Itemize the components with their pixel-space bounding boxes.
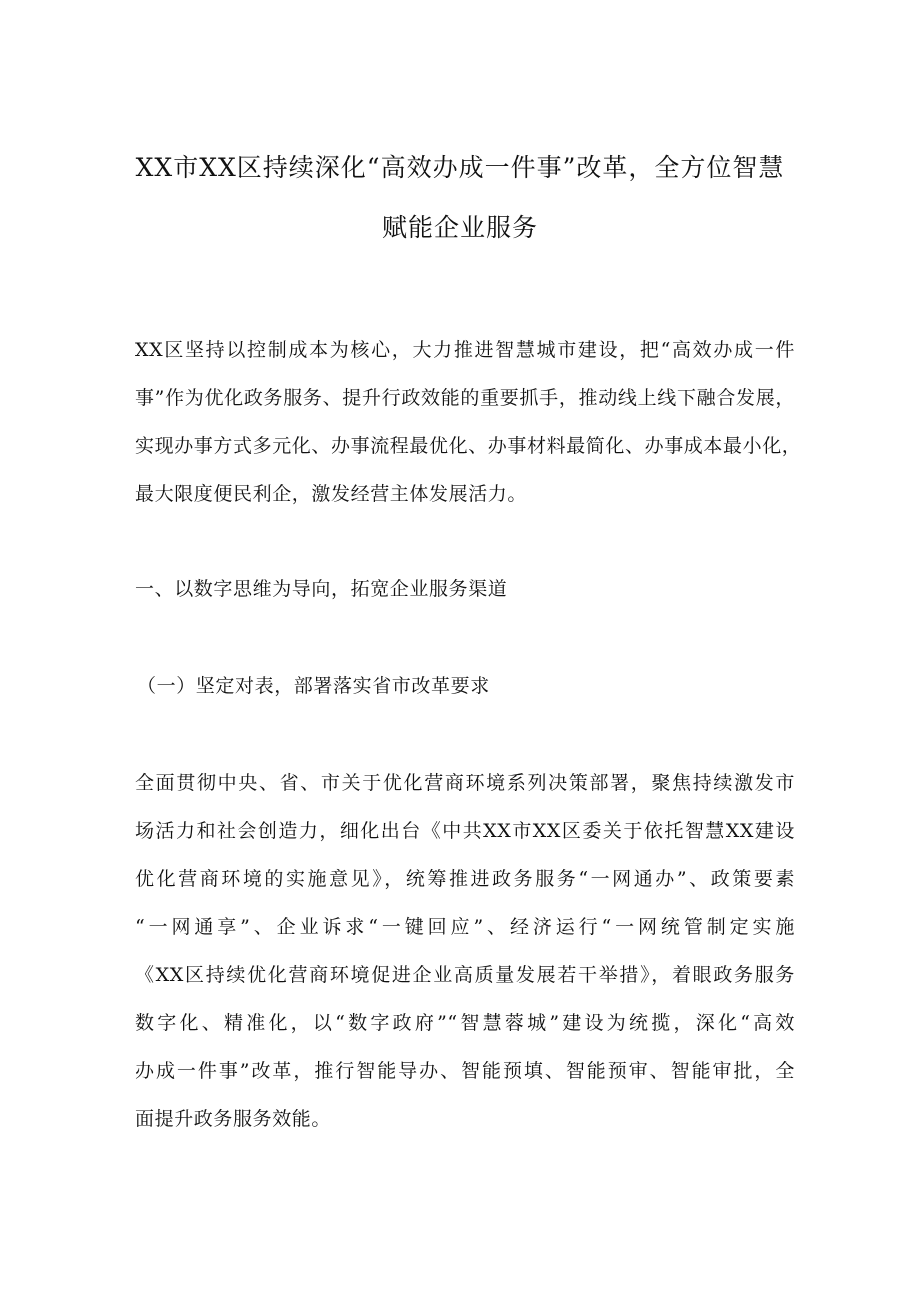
body-paragraph-line: 场活力和社会创造力，细化出台《中共XX市XX区委关于依托智慧XX建设 <box>135 820 795 842</box>
intro-paragraph-line: XX区坚持以控制成本为核心，大力推进智慧城市建设，把“高效办成一件 <box>135 339 795 361</box>
intro-paragraph-line: 实现办事方式多元化、办事流程最优化、办事材料最简化、办事成本最小化， <box>135 435 802 457</box>
body-paragraph-line: “一网通享”、企业诉求“一键回应”、经济运行“一网统管制定实施 <box>135 916 795 938</box>
document-title-line-1: XX市XX区持续深化“高效办成一件事”改革，全方位智慧 <box>135 153 785 182</box>
document-title-line-2: 赋能企业服务 <box>381 213 538 242</box>
body-paragraph-line: 面提升政务服务效能。 <box>135 1108 332 1130</box>
intro-paragraph-line: 最大限度便民利企，激发经营主体发展活力。 <box>135 483 528 505</box>
body-paragraph-line: 全面贯彻中央、省、市关于优化营商环境系列决策部署，聚焦持续激发市 <box>135 772 795 794</box>
body-paragraph-line: 《XX区持续优化营商环境促进企业高质量发展若干举措》，着眼政务服务 <box>135 964 795 986</box>
section-1-heading: 一、以数字思维为导向，拓宽企业服务渠道 <box>135 578 508 600</box>
body-paragraph-line: 优化营商环境的实施意见》，统筹推进政务服务“一网通办”、政策要素 <box>135 868 795 890</box>
intro-paragraph-line: 事”作为优化政务服务、提升行政效能的重要抓手，推动线上线下融合发展， <box>135 387 795 409</box>
body-paragraph-line: 办成一件事”改革，推行智能导办、智能预填、智能预审、智能审批，全 <box>135 1060 795 1082</box>
subsection-1-heading: （一）坚定对表，部署落实省市改革要求 <box>137 675 490 697</box>
body-paragraph-line: 数字化、精准化，以“数字政府”“智慧蓉城”建设为统揽，深化“高效 <box>135 1012 795 1034</box>
